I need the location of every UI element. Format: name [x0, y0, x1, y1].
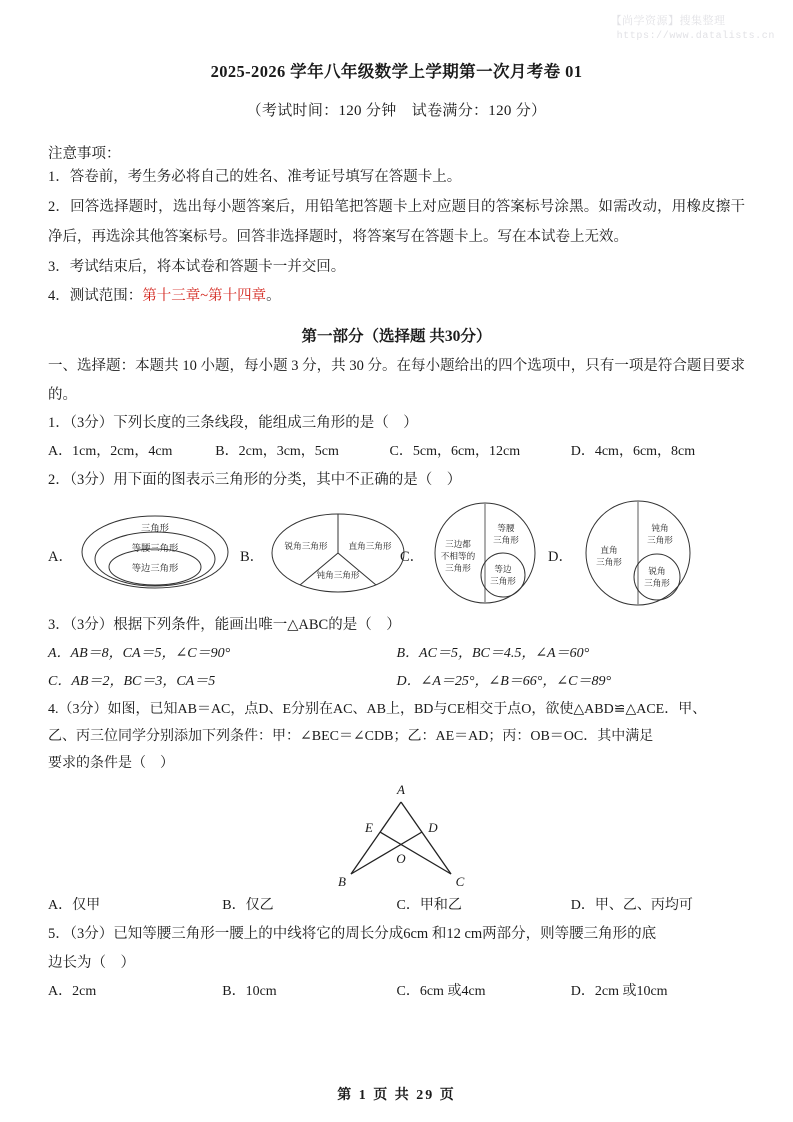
option-c[interactable]: C．AB＝2，BC＝3，CA＝5 [48, 673, 216, 689]
figure-d-text-4: 三角形 [647, 534, 673, 545]
option-a[interactable]: A．2cm [48, 983, 97, 999]
option-a[interactable]: A．1cm，2cm，4cm [48, 443, 173, 459]
vertex-label-a: A [397, 781, 405, 797]
vertex-label-b: B [338, 873, 346, 888]
figure-b-text-2: 直角三角形 [348, 540, 392, 551]
option-d[interactable]: D．2cm 或10cm [570, 983, 668, 999]
option-a-label[interactable]: A． [48, 548, 73, 565]
notice-item-2: 2．回答选择题时，选出每小题答案后，用铅笔把答题卡上对应题目的答案标号涂黑。如需改动，用橡皮擦干净后，再选涂其他答案标号。回答非选择题时，将答案写在答题卡上。写在本试卷上无效。 [48, 198, 745, 245]
vertex-label-d: D [428, 819, 438, 835]
option-b[interactable]: B．10cm [222, 983, 277, 999]
option-c[interactable]: C．甲和乙 [396, 897, 462, 913]
notice-item-4 [48, 282, 745, 312]
vertex-label-e: E [365, 819, 373, 835]
option-b[interactable]: B．2cm，3cm，5cm [215, 443, 339, 459]
figure-triangle-abc [316, 780, 486, 888]
page-title: 2025-2026 学年八年级数学上学期第一次月考卷 01 [210, 62, 583, 81]
figure-c-text-2: 不相等的 [440, 550, 476, 561]
vertex-label-o: O [396, 850, 406, 866]
option-a[interactable]: A．AB＝8，CA＝5，∠C＝90° [48, 645, 231, 661]
figure-a-text-3: 等边三角形 [131, 562, 179, 573]
figure-d-text-5: 锐角 [648, 565, 666, 576]
question-2-figures [48, 499, 745, 611]
option-c-label[interactable]: C． [400, 548, 425, 565]
question-1-options [48, 438, 745, 466]
notice-heading: 注意事项： [48, 146, 121, 162]
question-5-stem-line-2: 边长为（ ） [48, 954, 135, 971]
figure-c-text-7: 三角形 [490, 575, 516, 586]
page-footer: 第 1 页 共 29 页 [337, 1088, 456, 1103]
figure-option-d-split-circle [578, 499, 698, 609]
figure-b-text-1: 锐角三角形 [284, 540, 328, 551]
question-4-figure [48, 780, 745, 892]
option-c[interactable]: C．5cm，6cm，12cm [389, 443, 521, 459]
figure-option-c-split-circle [430, 499, 540, 609]
part-title: 第一部分（选择题 共30分） [301, 328, 492, 346]
figure-d-text-2: 三角形 [596, 556, 622, 567]
option-b[interactable]: B．AC＝5，BC＝4.5，∠A＝60° [396, 645, 590, 661]
notice-item-3: 3．考试结束后，将本试卷和答题卡一并交回。 [48, 258, 346, 275]
figure-c-text-5: 三角形 [493, 534, 519, 545]
figure-option-a-nested-ellipses [80, 499, 230, 605]
question-3-options-row-1 [48, 640, 745, 668]
exam-subtitle: （考试时间：120 分钟 试卷满分：120 分） [246, 103, 547, 119]
option-d-label[interactable]: D． [548, 548, 573, 565]
figure-c-text-6: 等边 [494, 563, 512, 574]
figure-a-text-2: 等腰三角形 [131, 542, 179, 553]
option-d[interactable]: D．4cm，6cm，8cm [570, 443, 696, 459]
figure-a-text-1: 三角形 [141, 522, 169, 533]
option-d[interactable]: D．∠A＝25°，∠B＝66°，∠C＝89° [396, 673, 612, 689]
question-1-stem: 1．（3分）下列长度的三条线段，能组成三角形的是（ ） [48, 414, 418, 431]
notice-item-4-prefix: 4．测试范围： [48, 288, 143, 305]
figure-d-text-1: 直角 [600, 544, 618, 555]
notice-item-1: 1．答卷前，考生务必将自己的姓名、准考证号填写在答题卡上。 [48, 169, 462, 185]
figure-d-text-6: 三角形 [644, 577, 670, 588]
notice-item-4-range: 第十三章~第十四章 [142, 288, 267, 305]
question-3-stem: 3．（3分）根据下列条件，能画出唯一△ABC的是（ ） [48, 616, 401, 633]
figure-b-text-3: 钝角三角形 [316, 569, 360, 580]
watermark-url: https://www.datalists.cn [616, 30, 775, 42]
figure-c-text-3: 三角形 [445, 562, 471, 573]
vertex-label-c: C [455, 873, 465, 888]
option-d[interactable]: D．甲、乙、丙均可 [570, 897, 693, 913]
section-intro: 一、选择题：本题共 10 小题，每小题 3 分，共 30 分。在每小题给出的四个选项中，只有一项是符合题目要求的。 [48, 358, 745, 403]
question-5-options [48, 978, 745, 1006]
question-2-stem: 2．（3分）用下面的图表示三角形的分类，其中不正确的是（ ） [48, 471, 462, 488]
question-4-stem-line-1: 4.（3分）如图，已知AB＝AC，点D、E分别在AC、AB上，BD与CE相交于点O，欲使△ABD≌△ACE．甲、 [48, 701, 707, 717]
option-c[interactable]: C．6cm 或4cm [396, 983, 486, 999]
figure-c-text-1: 三边都 [445, 538, 471, 549]
notice-item-4-suffix: 。 [266, 288, 281, 305]
question-4-options [48, 892, 745, 920]
option-a[interactable]: A．仅甲 [48, 897, 101, 913]
watermark-text: 【尚学资源】搜集整理 [610, 15, 726, 27]
question-3-options-row-2 [48, 668, 745, 696]
question-4-stem-line-3: 要求的条件是（ ） [48, 756, 174, 772]
question-4-stem-line-2: 乙、丙三位同学分别添加下列条件：甲：∠BEC＝∠CDB；乙：AE＝AD；丙：OB＝OC．其中满足 [48, 729, 654, 745]
figure-c-text-4: 等腰 [497, 522, 515, 533]
option-b[interactable]: B．仅乙 [222, 897, 274, 913]
option-b-label[interactable]: B． [240, 548, 265, 565]
figure-option-b-pie-ellipse [270, 499, 406, 605]
figure-d-text-3: 钝角 [651, 522, 669, 533]
question-5-stem-line-1: 5．（3分）已知等腰三角形一腰上的中线将它的周长分成6cm 和12 cm两部分，则等腰三角形的底 [48, 925, 657, 942]
